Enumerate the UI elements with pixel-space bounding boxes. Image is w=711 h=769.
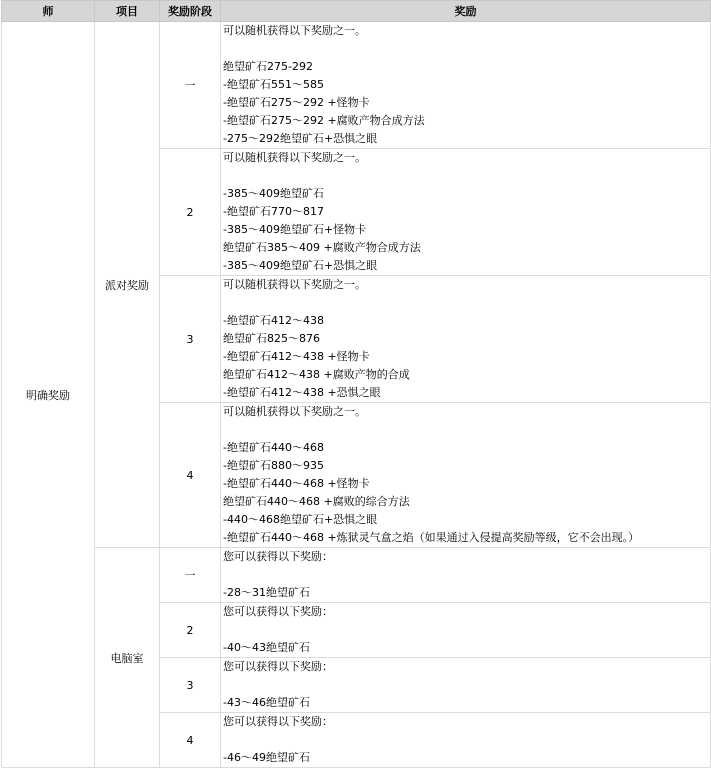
reward-line: -绝望矿石770～817 bbox=[223, 205, 324, 218]
reward-line: -绝望矿石275～292 +怪物卡 bbox=[223, 96, 370, 109]
reward-line: -440～468绝望矿石+恐惧之眼 bbox=[223, 513, 378, 526]
reward-line: -绝望矿石440～468 +怪物卡 bbox=[223, 477, 370, 490]
reward-line: -28～31绝望矿石 bbox=[223, 586, 310, 599]
stage-cell: 4 bbox=[160, 403, 221, 548]
reward-line: -385～409绝望矿石 bbox=[223, 187, 324, 200]
header-row bbox=[2, 1, 711, 22]
stage-cell: 3 bbox=[160, 276, 221, 403]
reward-line: -绝望矿石412～438 +怪物卡 bbox=[223, 350, 370, 363]
reward-line: -绝望矿石440～468 +炼狱灵气盒之焰（如果通过入侵提高奖励等级，它不会出现。） bbox=[223, 531, 640, 544]
table-row bbox=[2, 548, 711, 603]
reward-line: 可以随机获得以下奖励之一。 bbox=[223, 405, 366, 418]
reward-cell bbox=[221, 548, 711, 603]
reward-line: -绝望矿石440～468 bbox=[223, 441, 324, 454]
reward-line: -385～409绝望矿石+恐惧之眼 bbox=[223, 259, 378, 272]
reward-line: 绝望矿石412～438 +腐败产物的合成 bbox=[223, 368, 410, 381]
reward-cell bbox=[221, 713, 711, 768]
reward-cell bbox=[221, 403, 711, 548]
reward-line bbox=[223, 566, 710, 584]
reward-line: -绝望矿石412～438 +恐惧之眼 bbox=[223, 386, 381, 399]
reward-line: 绝望矿石275-292 bbox=[223, 60, 313, 73]
reward-line: -绝望矿石880～935 bbox=[223, 459, 324, 472]
reward-line: -绝望矿石412～438 bbox=[223, 314, 324, 327]
reward-table bbox=[1, 0, 711, 768]
stage-cell: 一 bbox=[160, 548, 221, 603]
reward-line bbox=[223, 421, 710, 439]
reward-line bbox=[223, 621, 710, 639]
reward-line: -绝望矿石275～292 +腐败产物合成方法 bbox=[223, 114, 425, 127]
reward-line: -绝望矿石551～585 bbox=[223, 78, 324, 91]
table-row bbox=[2, 22, 711, 149]
reward-line: -385～409绝望矿石+怪物卡 bbox=[223, 223, 367, 236]
reward-line: 可以随机获得以下奖励之一。 bbox=[223, 151, 366, 164]
header-reward: 奖励 bbox=[221, 1, 711, 22]
reward-line: 您可以获得以下奖励： bbox=[223, 605, 333, 618]
stage-cell: 2 bbox=[160, 603, 221, 658]
reward-line bbox=[223, 40, 710, 58]
reward-line: 可以随机获得以下奖励之一。 bbox=[223, 24, 366, 37]
reward-cell bbox=[221, 22, 711, 149]
reward-cell bbox=[221, 603, 711, 658]
reward-line: -275～292绝望矿石+恐惧之眼 bbox=[223, 132, 378, 145]
header-stage: 奖励阶段 bbox=[160, 1, 221, 22]
reward-line bbox=[223, 294, 710, 312]
reward-line: 绝望矿石385～409 +腐败产物合成方法 bbox=[223, 241, 421, 254]
group-name-cell: 电脑室 bbox=[95, 548, 160, 768]
header-teacher: 师 bbox=[2, 1, 95, 22]
reward-cell bbox=[221, 276, 711, 403]
category-cell: 明确奖励 bbox=[2, 22, 95, 768]
reward-line: -43～46绝望矿石 bbox=[223, 696, 310, 709]
reward-line: 绝望矿石825～876 bbox=[223, 332, 320, 345]
stage-cell: 一 bbox=[160, 22, 221, 149]
stage-cell: 3 bbox=[160, 658, 221, 713]
reward-line: 您可以获得以下奖励： bbox=[223, 715, 333, 728]
reward-cell bbox=[221, 149, 711, 276]
reward-line: 绝望矿石440～468 +腐败的综合方法 bbox=[223, 495, 410, 508]
reward-line: -40～43绝望矿石 bbox=[223, 641, 310, 654]
reward-line: 可以随机获得以下奖励之一。 bbox=[223, 278, 366, 291]
stage-cell: 4 bbox=[160, 713, 221, 768]
reward-line bbox=[223, 731, 710, 749]
reward-line: -46～49绝望矿石 bbox=[223, 751, 310, 764]
stage-cell: 2 bbox=[160, 149, 221, 276]
reward-line: 您可以获得以下奖励： bbox=[223, 550, 333, 563]
reward-line bbox=[223, 167, 710, 185]
reward-line bbox=[223, 676, 710, 694]
group-name-cell: 派对奖励 bbox=[95, 22, 160, 548]
reward-line: 您可以获得以下奖励： bbox=[223, 660, 333, 673]
reward-cell bbox=[221, 658, 711, 713]
header-item: 项目 bbox=[95, 1, 160, 22]
